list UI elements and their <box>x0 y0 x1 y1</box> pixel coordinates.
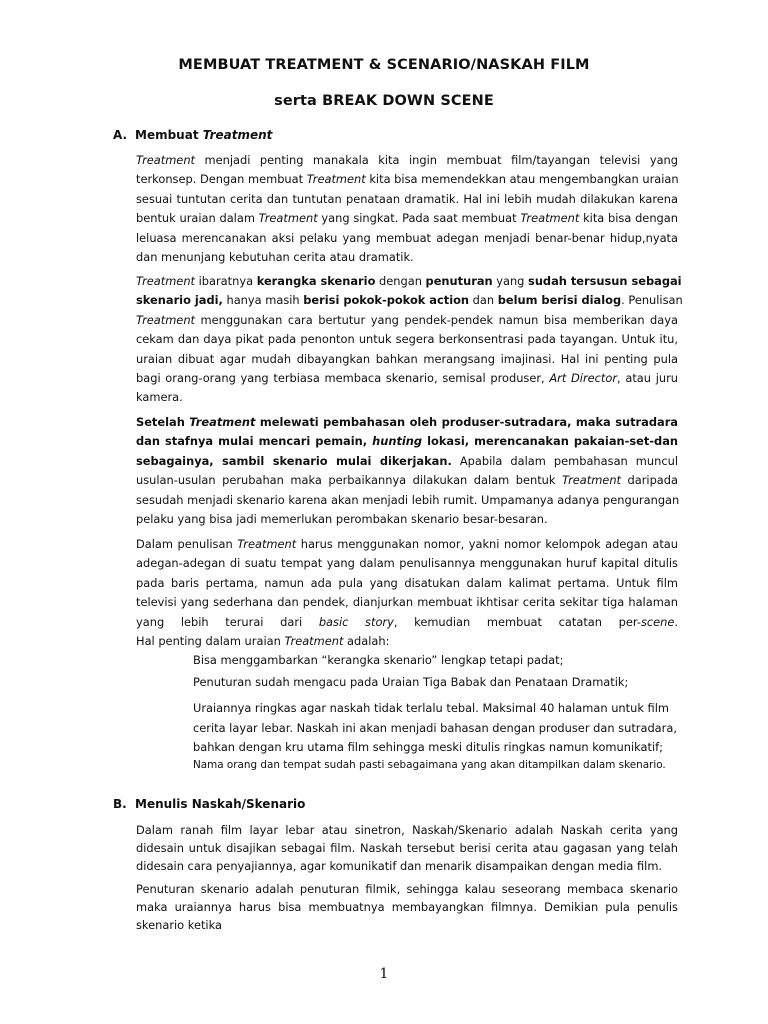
section-a-paragraph-1 <box>136 151 678 267</box>
text-line: Treatment ibaratnya kerangka skenario dengan penuturan yang sudah tersusun sebagai <box>136 274 682 288</box>
section-a-heading <box>113 128 272 142</box>
section-b-label: Menulis Naskah/Skenario <box>135 797 306 811</box>
text-line: dan menunjang kebutuhan cerita atau dramatik. <box>136 250 414 265</box>
text-line: Treatment menggunakan cara bertutur yang pendek-pendek namun bisa memberikan daya <box>136 312 678 327</box>
text-line: Hal penting dalam uraian Treatment adalah: <box>136 634 390 649</box>
section-b-paragraph-1 <box>136 821 678 876</box>
treatment-points-list <box>166 651 678 775</box>
text-line: Dalam ranah film layar lebar atau sinetron, Naskah/Skenario adalah Naskah cerita yang <box>136 823 678 837</box>
text-line: leluasa merencanakan aksi pelaku yang membuat adegan menjadi benar-benar hidup,nyata <box>136 230 678 245</box>
section-a-paragraph-4 <box>136 535 678 651</box>
text-line: didesain cara penyajiannya, agar komunikatif dan menarik disampaikan dengan media film. <box>136 859 663 874</box>
text-line: bentuk uraian dalam Treatment yang singkat. Pada saat membuat Treatment kita bisa dengan <box>136 211 678 226</box>
text-line: pada baris pertama, namun ada pula yang disatukan dalam kalimat pertama. Untuk film <box>136 575 678 590</box>
text-line: sesuai tuntutan cerita dan tuntutan penataan dramatik. Hal ini lebih mudah dilakukan karena <box>136 191 678 206</box>
text-line: skenario ketika <box>136 918 222 933</box>
section-a-letter: A. <box>113 128 128 142</box>
section-b-heading <box>113 797 305 811</box>
text-line: televisi yang sederhana dan pendek, dianjurkan membuat ikhtisar cerita sekitar tiga halaman <box>136 595 678 610</box>
text-line: sesudah menjadi skenario karena akan menjadi lebih rumit. Umpamanya adanya pengurangan <box>136 492 680 507</box>
text-line: didesain untuk disajikan sebagai film. Naskah tersebut berisi cerita atau gagasan yang telah <box>136 841 678 856</box>
text-line: yang lebih terurai dari basic story, kemudian membuat catatan per-scene. <box>136 614 679 629</box>
text-line: usulan-usulan perubahan maka perbaikannya dilakukan dalam bentuk Treatment daripada <box>136 473 678 488</box>
text-line: sebagainya, sambil skenario mulai dikerjakan. Apabila dalam pembahasan muncul <box>136 453 678 468</box>
section-a-label-italic: Treatment <box>202 128 273 142</box>
list-item: Nama orang dan tempat sudah pasti sebagaimana yang akan ditampilkan dalam skenario. <box>193 759 666 772</box>
text-line: skenario jadi, hanya masih berisi pokok-pokok action dan belum berisi dialog. Penulisan <box>136 293 683 308</box>
text-line: cekam dan daya pikat pada penonton untuk segera berkonsentrasi pada tayangan. Untuk itu, <box>136 332 678 347</box>
text-line: uraian dibuat agar mudah dibayangkan bahkan merangsang imajinasi. Hal ini penting pula <box>136 351 678 366</box>
document-subtitle: serta BREAK DOWN SCENE <box>274 93 494 109</box>
list-item: Uraiannya ringkas agar naskah tidak terlalu tebal. Maksimal 40 halaman untuk film cerita layar lebar. Naskah ini akan menjadi bahasan dengan produser dan sutradara, bahkan dengan kru utama film sehingga meski ditulis ringkas namun komunikatif; <box>193 701 677 754</box>
document-title: MEMBUAT TREATMENT & SCENARIO/NASKAH FILM <box>178 57 590 73</box>
text-line: maka uraiannya harus bisa membuatnya membayangkan filmnya. Demikian pula penulis <box>136 900 678 915</box>
text-line: kamera. <box>136 390 183 405</box>
list-item: Bisa menggambarkan “kerangka skenario” lengkap tetapi padat; <box>193 653 564 667</box>
text-line: Treatment menjadi penting manakala kita ingin membuat film/tayangan televisi yang <box>136 153 678 167</box>
text-line: Dalam penulisan Treatment harus menggunakan nomor, yakni nomor kelompok adegan atau <box>136 537 679 551</box>
page-number: 1 <box>379 966 389 982</box>
section-b-paragraph-2 <box>136 880 678 935</box>
text-line: Setelah Treatment melewati pembahasan oleh produser-sutradara, maka sutradara <box>136 415 678 429</box>
text-line: pelaku yang bisa jadi memerlukan perombakan skenario besar-besaran. <box>136 512 548 527</box>
section-a-label: Membuat <box>135 128 203 142</box>
text-line: Penuturan skenario adalah penuturan filmik, sehingga kalau seseorang membaca skenario <box>136 882 678 896</box>
list-item: Penuturan sudah mengacu pada Uraian Tiga Babak dan Penataan Dramatik; <box>193 675 629 690</box>
section-a-paragraph-3 <box>136 413 678 529</box>
text-line: dan stafnya mulai mencari pemain, hunting lokasi, merencanakan pakaian-set-dan <box>136 434 678 449</box>
text-line: bagi orang-orang yang terbiasa membaca skenario, semisal produser, Art Director, atau juru <box>136 371 678 386</box>
text-line: adegan-adegan di suatu tempat yang dalam penulisannya menggunakan huruf kapital ditulis <box>136 556 678 571</box>
section-a-paragraph-2 <box>136 272 683 408</box>
section-b-letter: B. <box>113 797 127 811</box>
text-line: terkonsep. Dengan membuat Treatment kita bisa memendekkan atau mengembangkan uraian <box>136 172 679 187</box>
